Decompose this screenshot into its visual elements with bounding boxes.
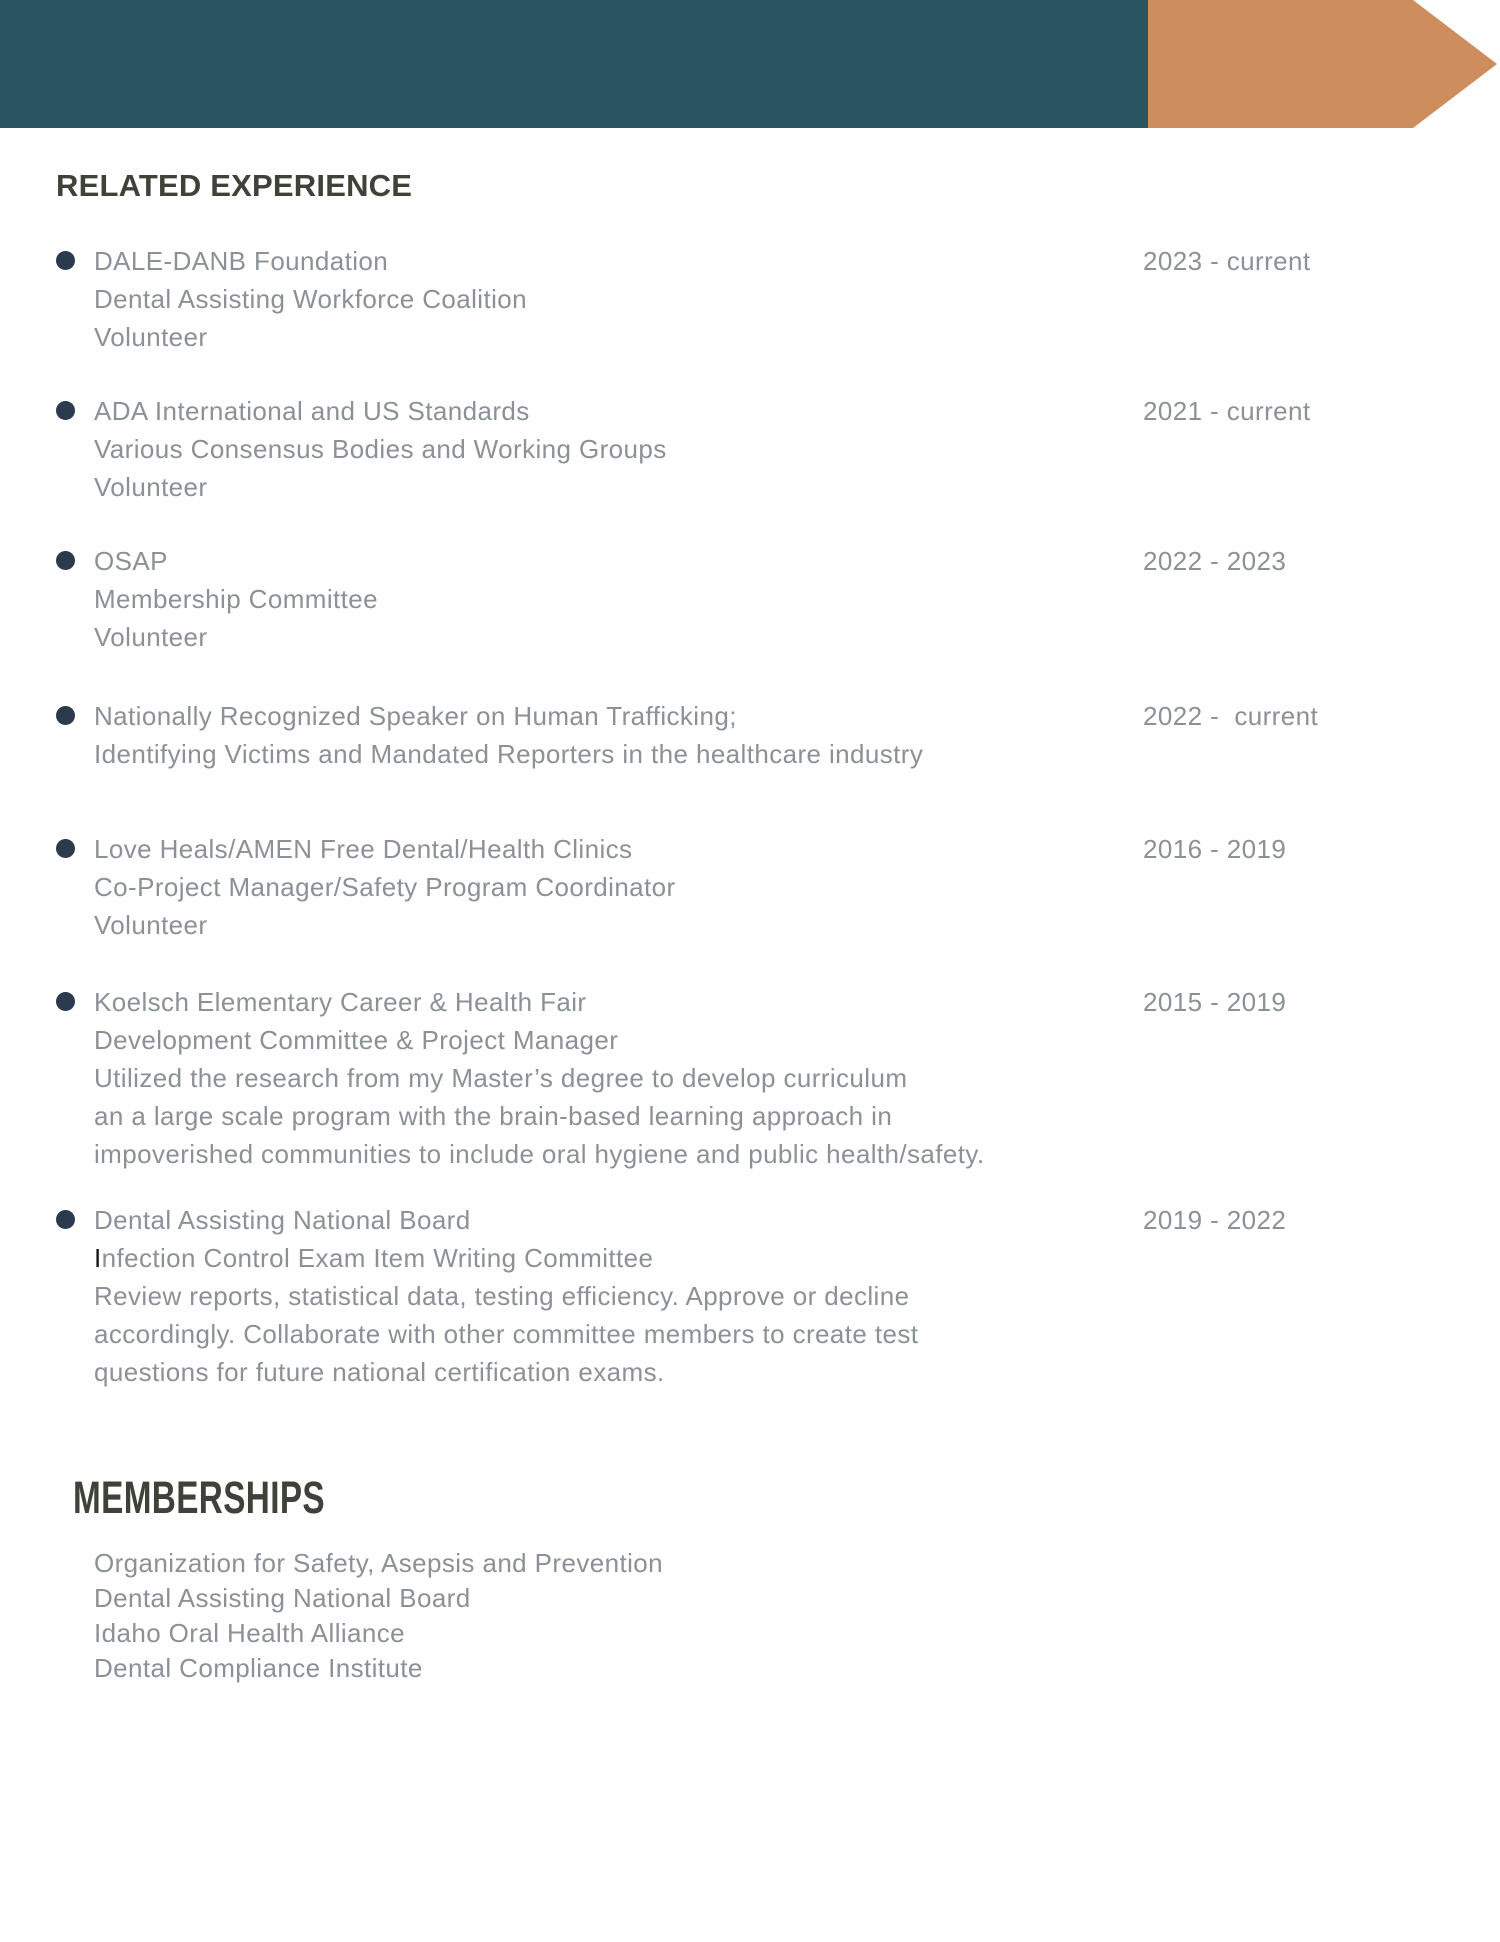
dark-initial: I xyxy=(94,1243,102,1273)
entry-text xyxy=(94,242,1194,356)
entry-line: Volunteer xyxy=(94,472,208,502)
entry-line: Co-Project Manager/Safety Program Coordinator xyxy=(94,872,676,902)
bullet-icon xyxy=(56,992,75,1011)
membership-item: Dental Assisting National Board xyxy=(94,1583,471,1613)
top-banner xyxy=(0,0,1500,128)
entry-line: Identifying Victims and Mandated Reporters in the healthcare industry xyxy=(94,739,924,769)
bullet-icon xyxy=(56,251,75,270)
entry-date: 2019 - 2022 xyxy=(1143,1205,1287,1235)
entry-line: Volunteer xyxy=(94,910,208,940)
entry-line: Love Heals/AMEN Free Dental/Health Clinics xyxy=(94,834,633,864)
experience-entry xyxy=(56,697,1319,773)
entry-text xyxy=(94,542,1194,656)
entry-line: ADA International and US Standards xyxy=(94,396,530,426)
experience-entry xyxy=(56,542,1287,656)
bullet-icon xyxy=(56,551,75,570)
entry-text xyxy=(94,1201,1194,1391)
bullet-icon xyxy=(56,839,75,858)
experience-entry xyxy=(56,830,1287,944)
entry-date: 2021 - current xyxy=(1143,396,1311,426)
memberships-list xyxy=(94,1546,1500,1686)
entry-date: 2022 - current xyxy=(1143,701,1319,731)
entry-text xyxy=(94,697,1194,773)
experience-entry xyxy=(56,242,1311,356)
entry-date: 2023 - current xyxy=(1143,246,1311,276)
entry-line: impoverished communities to include oral hygiene and public health/safety. xyxy=(94,1139,985,1169)
entry-line: Review reports, statistical data, testing efficiency. Approve or decline xyxy=(94,1281,910,1311)
entry-line: Membership Committee xyxy=(94,584,378,614)
experience-entry xyxy=(56,983,1287,1173)
bullet-icon xyxy=(56,706,75,725)
banner-teal-bar xyxy=(0,0,1148,128)
memberships-heading: MEMBERSHIPS xyxy=(73,1472,326,1523)
entry-line: Volunteer xyxy=(94,622,208,652)
entry-text xyxy=(94,830,1194,944)
entry-line: Development Committee & Project Manager xyxy=(94,1025,619,1055)
entry-date: 2016 - 2019 xyxy=(1143,834,1287,864)
experience-entry xyxy=(56,1201,1287,1391)
entry-line: Dental Assisting Workforce Coalition xyxy=(94,284,527,314)
membership-item: Dental Compliance Institute xyxy=(94,1653,423,1683)
entry-line: Infection Control Exam Item Writing Committee xyxy=(94,1243,654,1273)
entry-line: Nationally Recognized Speaker on Human Trafficking; xyxy=(94,701,737,731)
entry-date: 2015 - 2019 xyxy=(1143,987,1287,1017)
membership-item: Organization for Safety, Asepsis and Prevention xyxy=(94,1548,663,1578)
membership-item: Idaho Oral Health Alliance xyxy=(94,1618,406,1648)
bullet-icon xyxy=(56,401,75,420)
entry-text xyxy=(94,983,1194,1173)
experience-list xyxy=(56,242,1500,1391)
entry-line: Volunteer xyxy=(94,322,208,352)
entry-line: an a large scale program with the brain-based learning approach in xyxy=(94,1101,893,1131)
entry-date: 2022 - 2023 xyxy=(1143,546,1287,576)
entry-line: Koelsch Elementary Career & Health Fair xyxy=(94,987,587,1017)
entry-line: OSAP xyxy=(94,546,168,576)
entry-line: DALE-DANB Foundation xyxy=(94,246,389,276)
entry-line: Various Consensus Bodies and Working Groups xyxy=(94,434,667,464)
bullet-icon xyxy=(56,1210,75,1229)
entry-line: questions for future national certification exams. xyxy=(94,1357,665,1387)
entry-line: Dental Assisting National Board xyxy=(94,1205,471,1235)
page-content xyxy=(0,128,1500,1686)
entry-line: Utilized the research from my Master’s degree to develop curriculum xyxy=(94,1063,908,1093)
entry-text xyxy=(94,392,1194,506)
related-experience-heading: RELATED EXPERIENCE xyxy=(56,168,413,203)
experience-entry xyxy=(56,392,1311,506)
banner-arrow-icon xyxy=(1148,0,1500,128)
entry-line: accordingly. Collaborate with other committee members to create test xyxy=(94,1319,919,1349)
